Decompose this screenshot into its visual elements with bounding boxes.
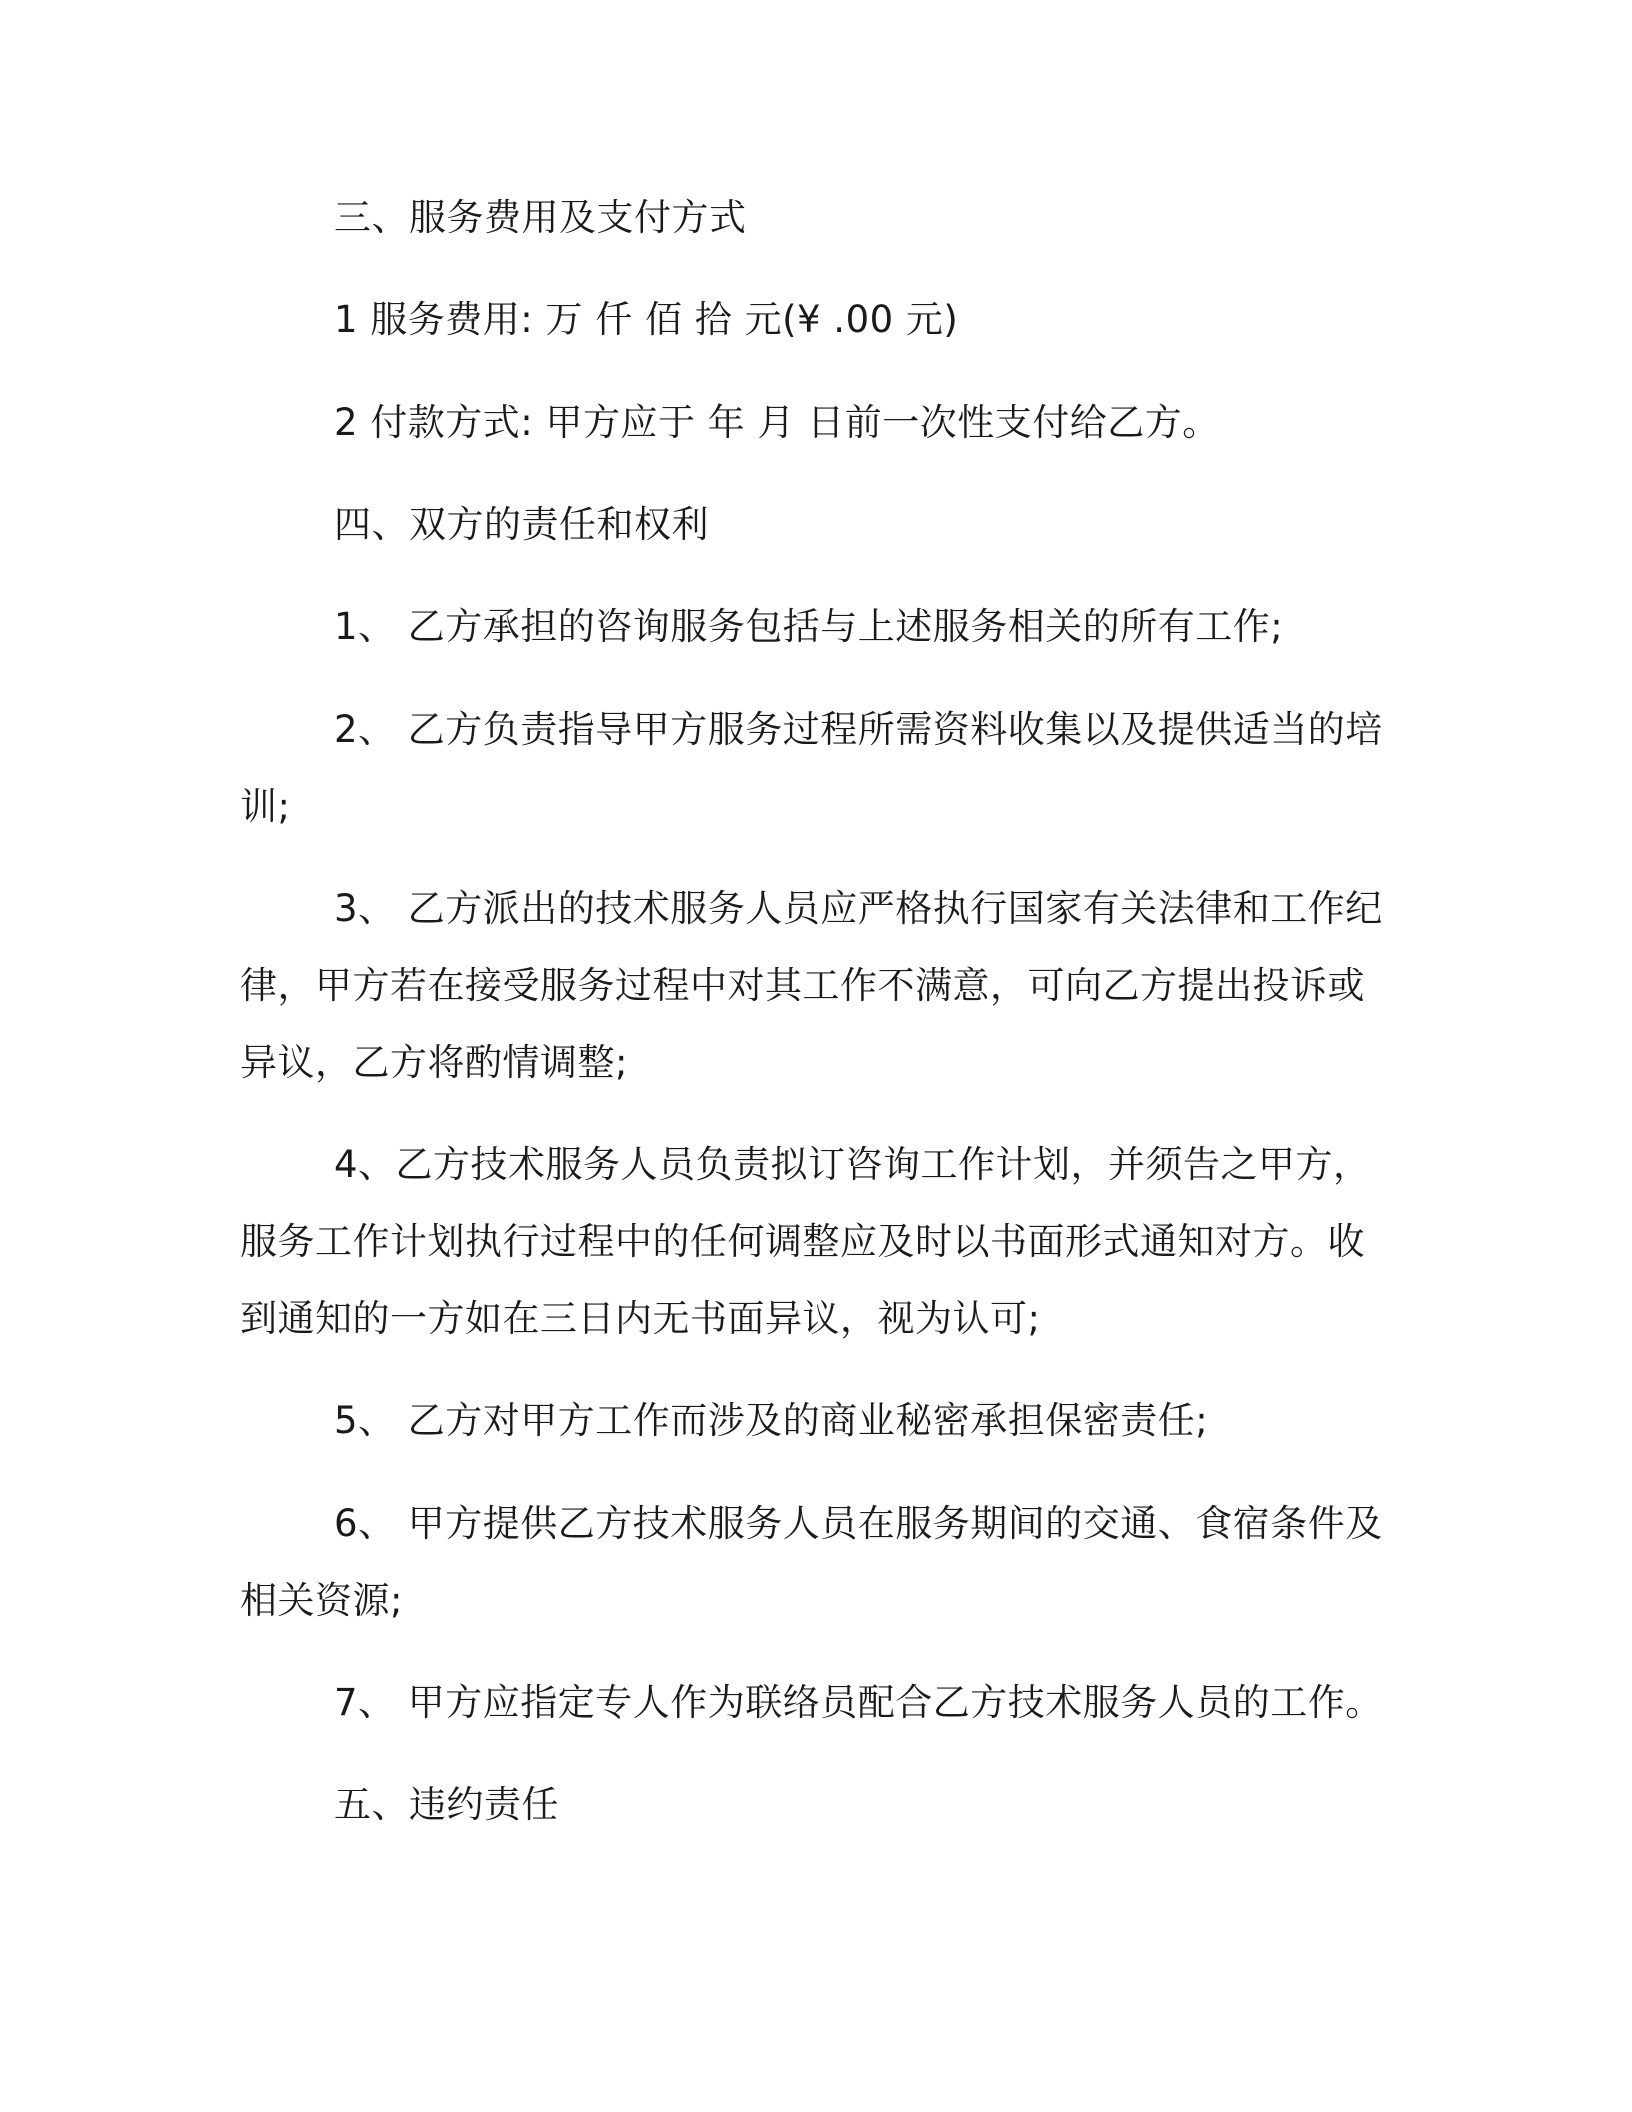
section-heading-3: 三、服务费用及支付方式 bbox=[334, 196, 747, 239]
clause-3-line-3: 异议，乙方将酌情调整; bbox=[240, 1041, 628, 1084]
clause-2-line-2: 训; bbox=[240, 785, 291, 828]
section-heading-5: 五、违约责任 bbox=[334, 1783, 559, 1826]
payment-method-line: 2 付款方式: 甲方应于 年 月 日前一次性支付给乙方。 bbox=[334, 401, 1220, 444]
clause-4-line-2: 服务工作计划执行过程中的任何调整应及时以书面形式通知对方。收 bbox=[240, 1220, 1365, 1263]
clause-4-line-1: 4、乙方技术服务人员负责拟订咨询工作计划，并须告之甲方， bbox=[334, 1143, 1371, 1186]
clause-1: 1、 乙方承担的咨询服务包括与上述服务相关的所有工作; bbox=[334, 605, 1284, 648]
section-heading-4: 四、双方的责任和权利 bbox=[334, 503, 709, 546]
clause-5: 5、 乙方对甲方工作而涉及的商业秘密承担保密责任; bbox=[334, 1399, 1209, 1442]
clause-3-line-1: 3、 乙方派出的技术服务人员应严格执行国家有关法律和工作纪 bbox=[334, 887, 1383, 930]
clause-6-line-1: 6、 甲方提供乙方技术服务人员在服务期间的交通、食宿条件及 bbox=[334, 1502, 1383, 1545]
clause-7: 7、 甲方应指定专人作为联络员配合乙方技术服务人员的工作。 bbox=[334, 1681, 1383, 1724]
clause-2-line-1: 2、 乙方负责指导甲方服务过程所需资料收集以及提供适当的培 bbox=[334, 708, 1383, 751]
clause-3-line-2: 律，甲方若在接受服务过程中对其工作不满意，可向乙方提出投诉或 bbox=[240, 964, 1365, 1007]
clause-6-line-2: 相关资源; bbox=[240, 1579, 403, 1622]
service-fee-line: 1 服务费用: 万 仟 佰 拾 元(¥ .00 元) bbox=[334, 298, 959, 341]
clause-4-line-3: 到通知的一方如在三日内无书面异议，视为认可; bbox=[240, 1297, 1041, 1340]
